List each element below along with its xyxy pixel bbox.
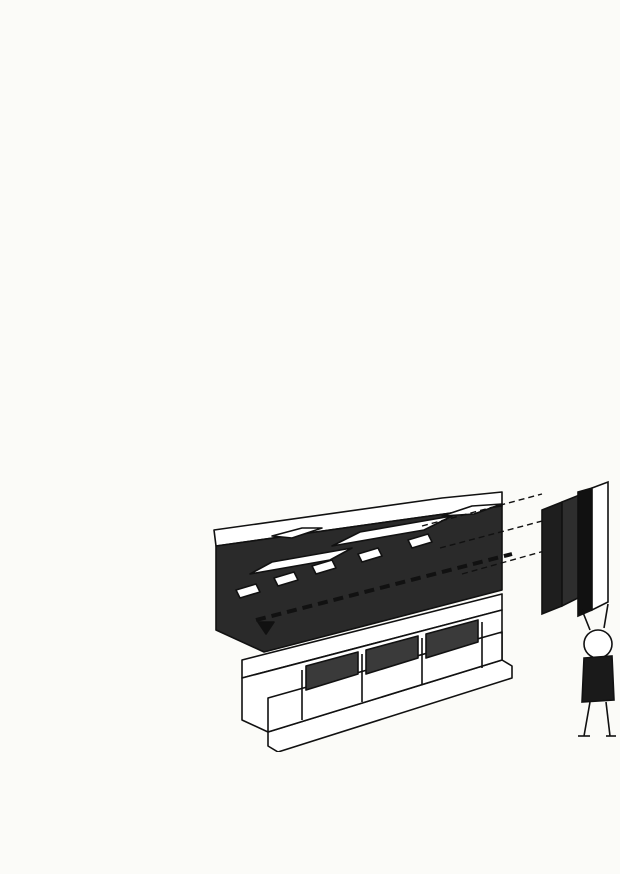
linotype-illustration (212, 470, 616, 752)
